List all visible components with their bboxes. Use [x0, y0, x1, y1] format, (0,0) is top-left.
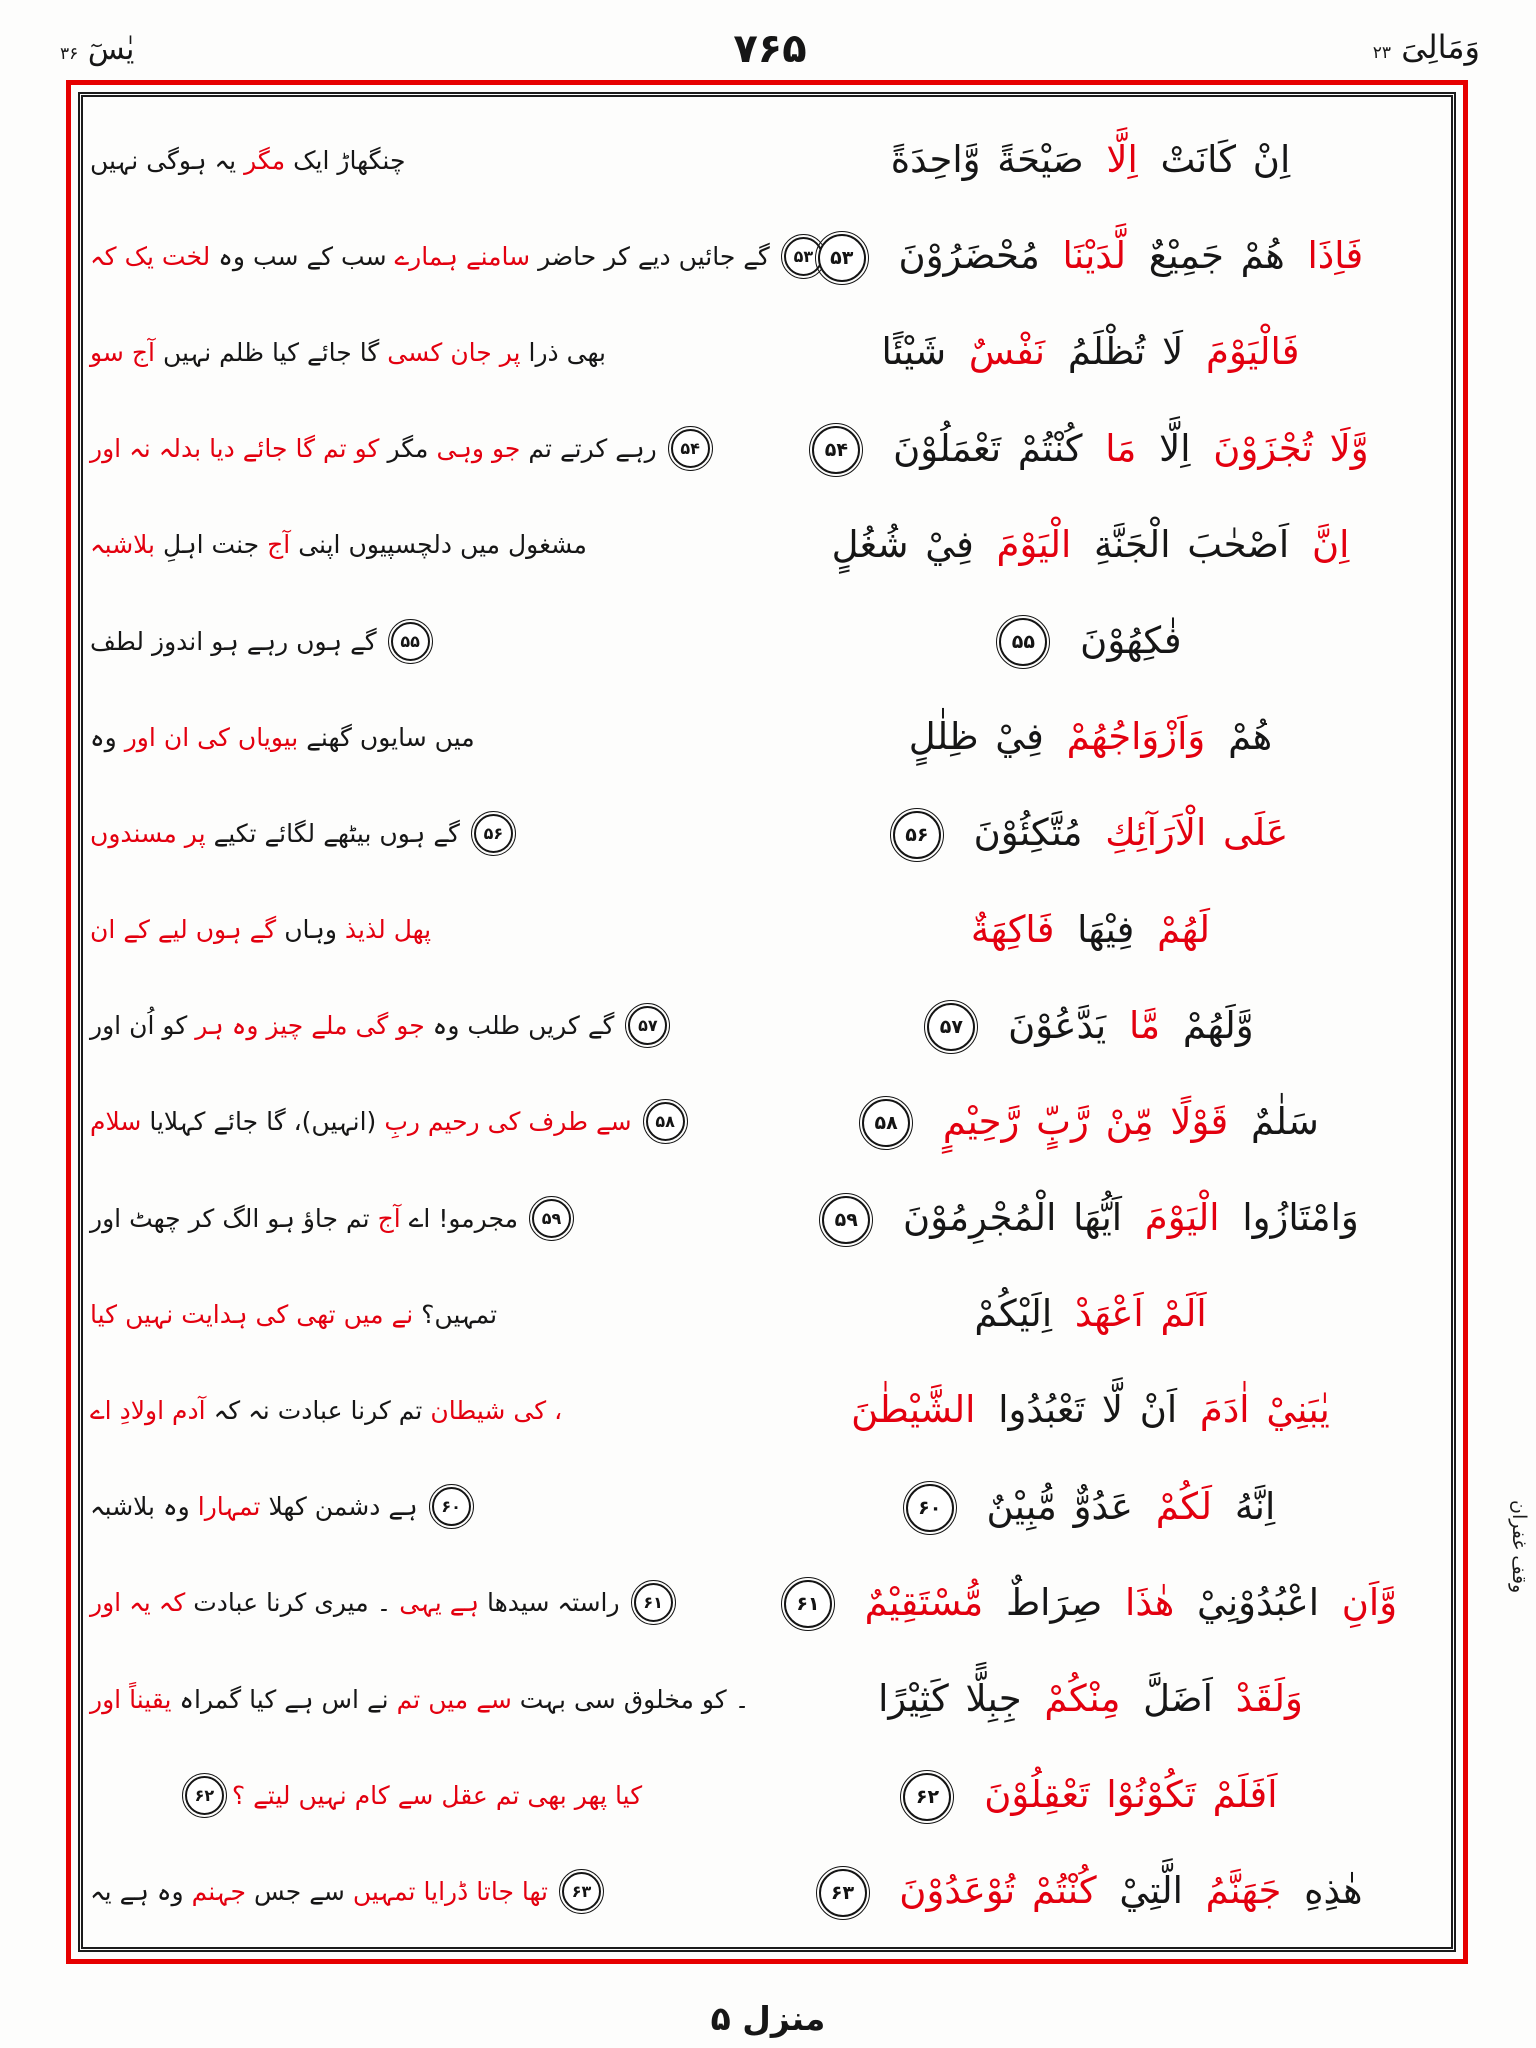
surah-title [60, 32, 134, 67]
urdu-translation-line: نہیں ہوگی یہ مگر ایک چنگھاڑ [90, 145, 406, 175]
urdu-translation-line: کیا پھر بھی تم عقل سے کام نہیں لیتے ؟ ۶۲ [88, 1747, 731, 1843]
arabic-verse-line: وَّلَهُمْ مَّا يَدَّعُوْنَ ۵۷ [731, 978, 1444, 1074]
verse-medallion: ۵۳ [784, 237, 823, 276]
urdu-translation-line: سلام کہلایا جائے گا (انہیں)، ربِ رحیم کی طرف سے ۵۸ [88, 1074, 731, 1170]
urdu-translation-line: یہ ہے وہ جہنم جس سے تمہیں ڈرایا جاتا تھا ۶۳ [88, 1843, 731, 1939]
urdu-translation-line: اور یہ کہ عبادت کرنا میری ۔ یہی ہے سیدھا راستہ ۶۱ [88, 1555, 731, 1651]
juz-number: ۲۳ [1372, 43, 1392, 63]
urdu-translation-line: اور اُن کو ہر وہ چیز ملے گی جو وہ طلب کریں گے ۵۷ [88, 978, 731, 1074]
verse-medallion: ۶۱ [784, 1580, 832, 1628]
verse-medallion: ۶۰ [432, 1487, 471, 1526]
verse-medallion: ۵۷ [927, 1003, 975, 1051]
juz-name: وَمَالِیَ [1401, 28, 1480, 66]
arabic-verse-line: اِنَّهُ لَكُمْ عَدُوٌّ مُّبِيْنٌ ۶۰ [731, 1459, 1444, 1555]
urdu-translation-line: بلاشبہ اہلِ جنت آج اپنی دلچسپیوں میں مشغول [90, 530, 587, 560]
verse-medallion: ۵۵ [391, 622, 430, 661]
arabic-column [731, 112, 1444, 1940]
verse-medallion: ۵۴ [671, 429, 710, 468]
page-number: ۷۶۵ [733, 26, 807, 72]
urdu-translation-line: کہ یک لخت وہ سب کے سب ہمارے سامنے حاضر کر دیے جائیں گے ۵۳ [88, 208, 731, 304]
arabic-verse-line: فَالْيَوْمَ لَا تُظْلَمُ نَفْسٌ شَيْئًا [881, 330, 1300, 374]
urdu-translation-line: کیا نہیں ہدایت کی تھی میں نے تمہیں؟ [90, 1299, 498, 1329]
arabic-verse-line: وَّاَنِ اعْبُدُوْنِيْ هٰذَا صِرَاطٌ مُّسْتَقِيْمٌ ۶۱ [731, 1555, 1444, 1651]
verse-medallion: ۶۲ [903, 1773, 951, 1821]
page-header [60, 26, 1480, 82]
arabic-verse-line: اَفَلَمْ تَكُوْنُوْا تَعْقِلُوْنَ ۶۲ [731, 1747, 1444, 1843]
urdu-translation-line: ان کے لیے ہوں گے وہاں لذیذ پھل [90, 915, 432, 945]
arabic-verse-line: هٰذِهِ جَهَنَّمُ الَّتِيْ كُنْتُمْ تُوْعَدُوْنَ ۶۳ [731, 1843, 1444, 1939]
urdu-translation-line: اور چھٹ کر الگ ہو جاؤ تم آج اے مجرمو! ۵۹ [88, 1170, 731, 1266]
verse-medallion: ۶۰ [906, 1484, 954, 1532]
arabic-verse-line: وَلَقَدْ اَضَلَّ مِنْكُمْ جِبِلًّا كَثِيْرًا [878, 1677, 1303, 1720]
surah-name: یٰسٓ [87, 32, 135, 67]
verse-medallion: ۶۱ [634, 1583, 673, 1622]
verse-medallion: ۵۹ [532, 1199, 571, 1238]
verse-medallion: ۶۳ [819, 1869, 867, 1917]
urdu-translation-line: اور نہ بدلہ دیا جائے گا تم کو مگر وہی جو تم کرتے رہے ۵۴ [88, 401, 731, 497]
urdu-translation-line: اے اولادِ آدم کہ نہ عبادت کرنا تم شیطان کی ، [90, 1396, 563, 1426]
verse-medallion: ۵۸ [646, 1102, 685, 1141]
urdu-translation-line: بلاشبہ وہ تمہارا کھلا دشمن ہے ۶۰ [88, 1459, 731, 1555]
verse-medallion: ۵۸ [862, 1099, 910, 1147]
arabic-verse-line: وَامْتَازُوا الْيَوْمَ اَيُّهَا الْمُجْرِمُوْنَ ۵۹ [731, 1170, 1444, 1266]
arabic-verse-line: اِنَّ اَصْحٰبَ الْجَنَّةِ الْيَوْمَ فِيْ شُغُلٍ [831, 522, 1350, 566]
verse-medallion: ۵۵ [999, 618, 1047, 666]
arabic-verse-line: هُمْ وَاَزْوَاجُهُمْ فِيْ ظِلٰلٍ [908, 715, 1273, 759]
surah-number: ۳۶ [60, 44, 79, 64]
juz-title [1373, 28, 1480, 66]
verse-medallion: ۵۷ [628, 1006, 667, 1045]
verse-medallion: ۵۳ [818, 234, 866, 282]
arabic-verse-line: اَلَمْ اَعْهَدْ اِلَيْكُمْ [974, 1292, 1207, 1336]
verse-medallion: ۶۲ [185, 1776, 224, 1815]
urdu-translation-line: مسندوں پر تکیے لگائے بیٹھے ہوں گے ۵۶ [88, 785, 731, 881]
arabic-verse-line: فَاِذَا هُمْ جَمِيْعٌ لَّدَيْنَا مُحْضَرُوْنَ ۵۳ [731, 208, 1444, 304]
footer-manzil: منزل ۵ [710, 1999, 826, 2038]
verse-medallion: ۵۶ [893, 811, 941, 859]
urdu-translation-line: اور یقیناً گمراہ کیا ہے اس نے تم میں سے بہت سی مخلوق کو ۔ [90, 1684, 750, 1714]
verse-medallion: ۵۶ [474, 814, 513, 853]
arabic-verse-line: فٰكِهُوْنَ ۵۵ [731, 593, 1444, 689]
urdu-translation-line: لطف اندوز ہو رہے ہوں گے ۵۵ [88, 593, 731, 689]
urdu-translation-line: وہ اور ان کی بیویاں گھنے سایوں میں [90, 722, 475, 752]
margin-note: وقف غفران [1508, 1500, 1530, 1594]
arabic-verse-line: وَّلَا تُجْزَوْنَ اِلَّا مَا كُنْتُمْ تَعْمَلُوْنَ ۵۴ [731, 401, 1444, 497]
urdu-column [88, 112, 814, 1940]
arabic-verse-line: اِنْ كَانَتْ اِلَّا صَيْحَةً وَّاحِدَةً [890, 138, 1291, 181]
page-content [88, 112, 1444, 1940]
urdu-translation-line: سو آج نہیں ظلم کیا جائے گا کسی جان پر ذرا بھی [90, 337, 606, 367]
arabic-verse-line: لَهُمْ فِيْهَا فَاكِهَةٌ [970, 907, 1211, 951]
arabic-verse-line: سَلٰمٌ قَوْلًا مِّنْ رَّبٍّ رَّحِيْمٍ ۵۸ [731, 1074, 1444, 1170]
arabic-verse-line: يٰبَنِيْ اٰدَمَ اَنْ لَّا تَعْبُدُوا الشَّيْطٰنَ [851, 1388, 1330, 1432]
arabic-verse-line: عَلَى الْاَرَآئِكِ مُتَّكِئُوْنَ ۵۶ [731, 785, 1444, 881]
verse-medallion: ۵۹ [822, 1196, 870, 1244]
verse-medallion: ۶۳ [562, 1872, 601, 1911]
verse-medallion: ۵۴ [812, 426, 860, 474]
